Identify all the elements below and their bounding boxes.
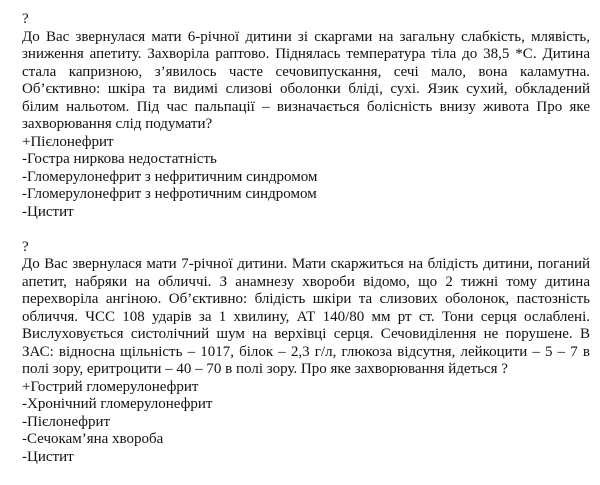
question-text-line: зниження апетиту. Захворіла раптово. Піднялась температура тіла до 38,5 *С. Дитина — [22, 46, 590, 62]
question-block — [22, 239, 590, 467]
question-text-line: білим нальотом. Під час пальпації – визначається болісність внизу живота Про яке — [22, 98, 590, 115]
question-text-line: Об’єктивно: шкіра та видимі слизові оболонки бліді, сухі. Язик сухий, обкладений — [22, 81, 590, 97]
question-text-line: стала капризною, з’явилось часте сечовипускання, сечі мало, вона каламутна. — [22, 63, 590, 80]
question-text-line: Вислуховується систолічний шум на верхівці серця. Сечовиділення не порушене. В — [22, 326, 590, 342]
answer-option: -Хронічний гломерулонефрит — [22, 396, 213, 412]
question-text-line: До Вас звернулася мати 7-річної дитини. Мати скаржиться на блідість дитини, поганий — [22, 256, 590, 272]
answer-option: -Пієлонефрит — [22, 413, 111, 430]
answer-option-correct: +Пієлонефрит — [22, 133, 114, 150]
question-text-line: ЗАС: відносна щільність – 1017, білок – 2,3 г/л, глюкоза відсутня, лейкоцити – 5 – 7 в — [22, 343, 590, 360]
question-block — [22, 11, 590, 221]
question-text-line: захворювання слід подумати? — [22, 116, 213, 132]
question-text-line: полі зору, еритроцити – 40 – 70 в полі зору. Про яке захворювання йдеться ? — [22, 361, 508, 377]
question-text-line: перехворіла ангіною. Об’єктивно: блідість шкіри та слизових оболонок, пастозність — [22, 291, 590, 307]
document-page — [22, 11, 590, 466]
answer-option: -Гломерулонефрит з нефротичним синдромом — [22, 186, 317, 202]
answer-option: -Цистит — [22, 203, 74, 220]
question-marker: ? — [22, 11, 29, 27]
question-text-line: апетит, набряки на обличчі. З анамнезу хвороби відомо, що 2 тижні тому дитина — [22, 273, 590, 290]
answer-option: -Цистит — [22, 448, 74, 465]
question-text-line: обличчя. ЧСС 108 ударів за 1 хвилину, АТ 140/80 мм рт ст. Тони серця ослаблені. — [22, 308, 590, 325]
answer-option: -Сечокам’яна хвороба — [22, 431, 164, 447]
answer-option: -Гостра ниркова недостатність — [22, 151, 217, 167]
answer-option: -Гломерулонефрит з нефритичним синдромом — [22, 168, 318, 185]
question-text-line: До Вас звернулася мати 6-річної дитини зі скаргами на загальну слабкість, млявість, — [22, 28, 590, 45]
question-marker: ? — [22, 238, 29, 255]
answer-option-correct: +Гострий гломерулонефрит — [22, 378, 199, 395]
blank-line — [22, 221, 590, 239]
